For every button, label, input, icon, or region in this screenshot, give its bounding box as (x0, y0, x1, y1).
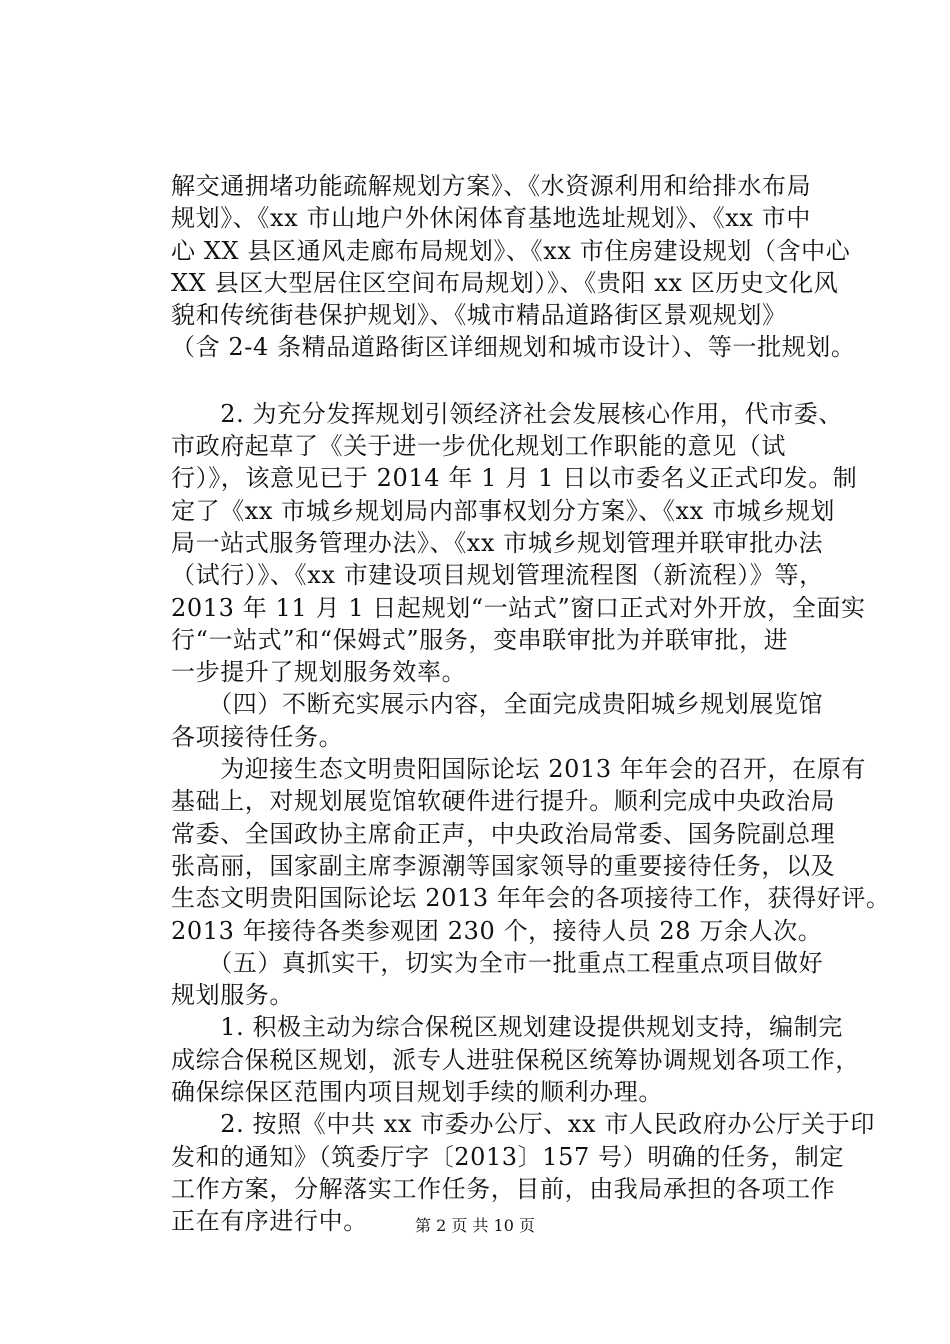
text-line: 规划》、《xx 市山地户外休闲体育基地选址规划》、《xx 市中 (171, 204, 811, 233)
text-line: 2013 年 11 月 1 日起规划“一站式”窗口正式对外开放，全面实 (171, 593, 866, 622)
text-line: （试行）》、《xx 市建设项目规划管理流程图（新流程）》等， (171, 561, 824, 590)
text-line: 基础上，对规划展览馆软硬件进行提升。顺利完成中央政治局 (171, 787, 836, 816)
text-line: 为迎接生态文明贵阳国际论坛 2013 年年会的召开，在原有 (171, 755, 866, 784)
text-line: 2. 为充分发挥规划引领经济社会发展核心作用，代市委、 (171, 399, 843, 428)
text-line: 发和的通知》（筑委厅字〔2013〕157 号）明确的任务，制定 (171, 1142, 845, 1171)
text-line: 成综合保税区规划，派专人进驻保税区统筹协调规划各项工作， (171, 1045, 860, 1074)
text-line: （含 2-4 条精品道路街区详细规划和城市设计）、等一批规划。 (171, 333, 856, 362)
text-line: 貌和传统街巷保护规划》、《城市精品道路街区景观规划》 (171, 301, 787, 330)
text-line: 2. 按照《中共 xx 市委办公厅、xx 市人民政府办公厅关于印 (171, 1110, 875, 1139)
text-line: XX 县区大型居住区空间布局规划）》、《贵阳 xx 区历史文化风 (171, 268, 839, 297)
section-heading: 规划服务。 (171, 981, 294, 1010)
section-heading: 各项接待任务。 (171, 722, 344, 751)
text-line: 局一站式服务管理办法》、《xx 市城乡规划管理并联审批办法 (171, 528, 824, 557)
text-line: 行“一站式”和“保姆式”服务，变串联审批为并联审批，进 (171, 625, 789, 654)
section-heading: （五）真抓实干，切实为全市一批重点工程重点项目做好 (171, 948, 824, 977)
text-line: 一步提升了规划服务效率。 (171, 658, 467, 687)
section-heading: （四）不断充实展示内容，全面完成贵阳城乡规划展览馆 (171, 690, 824, 719)
text-line: 1. 积极主动为综合保税区规划建设提供规划支持，编制完 (171, 1013, 843, 1042)
text-line: 生态文明贵阳国际论坛 2013 年年会的各项接待工作，获得好评。 (171, 884, 891, 913)
text-line: 工作方案，分解落实工作任务，目前，由我局承担的各项工作 (171, 1174, 836, 1203)
text-line: 市政府起草了《关于进一步优化规划工作职能的意见（试 (171, 432, 786, 461)
page-footer: 第 2 页 共 10 页 (415, 1216, 535, 1235)
text-line: 行）》，该意见已于 2014 年 1 月 1 日以市委名义正式印发。制 (171, 464, 858, 493)
text-line: 定了《xx 市城乡规划局内部事权划分方案》、《xx 市城乡规划 (171, 496, 835, 525)
text-line: 心 XX 县区通风走廊布局规划》、《xx 市住房建设规划（含中心 (171, 236, 851, 265)
text-line: 确保综保区范围内项目规划手续的顺利办理。 (171, 1078, 663, 1107)
text-line: 2013 年接待各类参观团 230 个，接待人员 28 万余人次。 (171, 916, 823, 945)
text-line: 常委、全国政协主席俞正声，中央政治局常委、国务院副总理 (171, 819, 836, 848)
document-body (171, 170, 891, 1238)
text-line: 解交通拥堵功能疏解规划方案》、《水资源利用和给排水布局 (171, 172, 812, 200)
text-line: 张高丽，国家副主席李源潮等国家领导的重要接待任务，以及 (171, 851, 836, 880)
text-line: 正在有序进行中。 (171, 1207, 368, 1236)
paragraph-gap (171, 364, 841, 398)
